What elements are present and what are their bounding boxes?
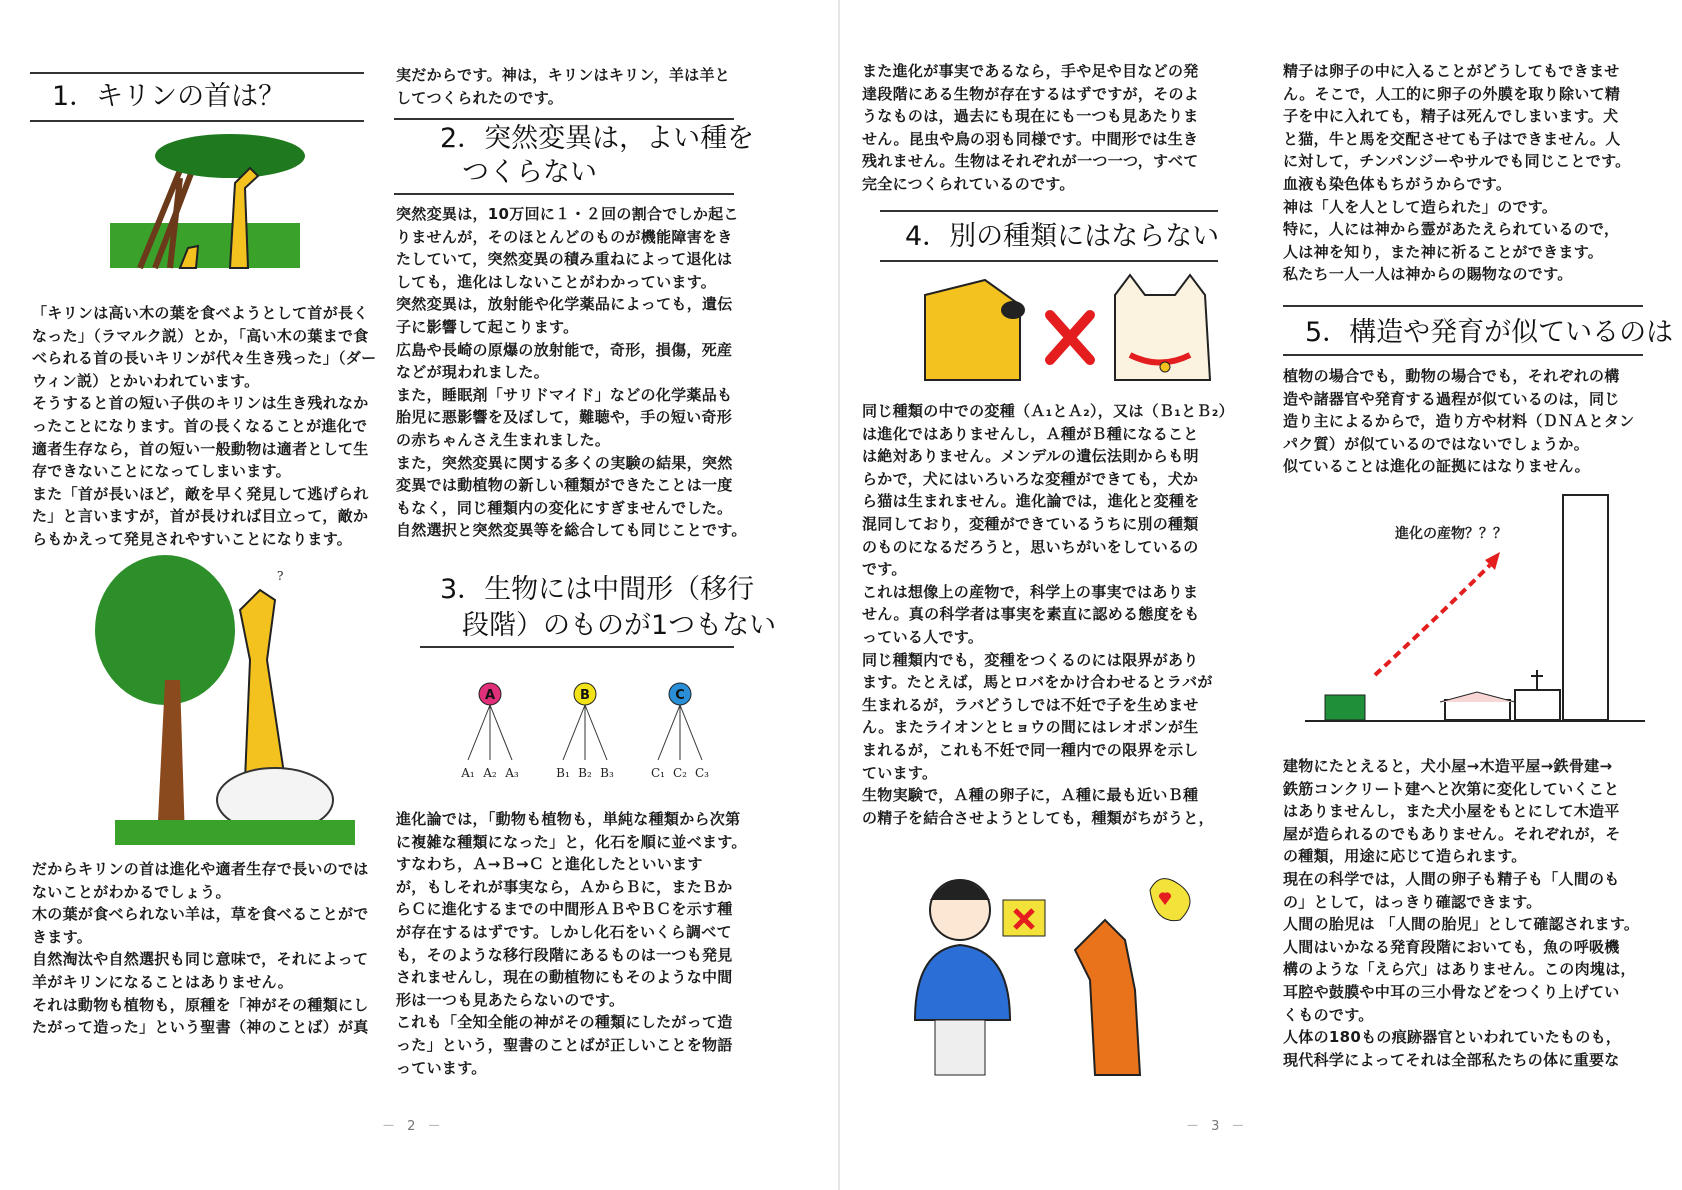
- text-line: 人は神を知り，また神に祈ることができます。: [1283, 242, 1604, 261]
- text-line: 木の葉が食べられない羊は，草を食べることがで: [32, 905, 369, 924]
- section3-paragraph: [396, 808, 747, 1079]
- text-line: に複雑な種類になった」と，化石を順に並べます。: [396, 832, 747, 851]
- text-line: もなく，同じ種類内の変化にすぎませんでした。: [396, 498, 733, 517]
- text-line: 広島や長崎の原爆の放射能で，奇形，損傷，死産: [396, 340, 733, 359]
- heading-rule: [1283, 305, 1643, 307]
- text-line: の種類，用途に応じて造られます。: [1283, 847, 1527, 866]
- text-line: ん。そこで，人工的に卵子の外膜を取り除いて精: [1283, 84, 1621, 103]
- branch-line: [563, 705, 585, 760]
- illustration-label: 進化の産物？？？: [1395, 526, 1507, 542]
- text-line: また，突然変異に関する多くの実験の結果，突然: [396, 453, 733, 472]
- text-line: 神は「人を人として造られた」のです。: [1283, 197, 1558, 216]
- text-line: ら猫は生まれません。進化論では，進化と変種を: [862, 492, 1200, 511]
- text-line: ったことになります。首の長くなることが進化で: [32, 416, 368, 435]
- text-line: 造や諸器官や発育する過程が似ているのは，同じ: [1283, 389, 1620, 408]
- text-line: すなわち，Ａ→Ｂ→Ｃ と進化したといいます: [396, 855, 703, 874]
- giraffe-eating-tree-illustration: [110, 128, 300, 278]
- page-number-left: － 2 －: [382, 1119, 445, 1134]
- section5-paragraph-1: [1283, 365, 1634, 478]
- text-line: らＣに進化するまでの中間形ＡＢやＢＣを示す種: [396, 900, 733, 919]
- heading-rule: [420, 646, 734, 648]
- text-line: なった」（ラマルク説）とか，「高い木の葉まで食: [32, 326, 369, 345]
- text-line: った」という，聖書のことばが正しいことを物語: [396, 1035, 733, 1054]
- variant-label: B₁: [556, 766, 570, 780]
- text-line: だからキリンの首は進化や適者生存で長いのでは: [32, 860, 369, 878]
- species-node-label: B: [580, 688, 590, 703]
- text-line: 混同しており，変種ができているうちに別の種類: [862, 514, 1199, 533]
- section3-heading-line1: 3．生物には中間形（移行: [440, 574, 755, 605]
- text-line: これは想像上の産物で，科学上の事実ではありま: [862, 582, 1199, 601]
- text-line: 存できないことになってしまいます。: [32, 462, 291, 481]
- text-line: 植物の場合でも，動物の場合でも，それぞれの構: [1283, 367, 1620, 385]
- column4-top-text: [1283, 60, 1630, 286]
- text-line: まれるが，これも不妊で同一種内での限界を示し: [862, 740, 1199, 759]
- section5-paragraph-2: [1283, 755, 1639, 1071]
- variant-label: A₂: [483, 766, 497, 780]
- text-line: が，もしそれが事実なら，ＡからＢに，またＢか: [396, 877, 733, 896]
- heading-rule: [880, 210, 1218, 212]
- text-line: などが現われました。: [396, 363, 550, 382]
- text-line: せん。真の科学者は事実を素直に認める態度をも: [862, 605, 1200, 624]
- text-line: 形は一つも見あたらないのです。: [396, 990, 625, 1009]
- text-line: らかで，犬にはいろいろな変種ができても，犬か: [862, 469, 1199, 488]
- text-line: してつくられたのです。: [396, 88, 564, 107]
- text-line: 人間の胎児は 「人間の胎児」として確認されます。: [1283, 915, 1640, 934]
- section5-heading: 5．構造や発育が似ているのは: [1305, 317, 1674, 348]
- text-line: 羊がキリンになることはありません。: [32, 972, 294, 991]
- text-line: 突然変異は，10万回に１・２回の割合でしか起こ: [396, 205, 739, 223]
- species-node-label: A: [484, 688, 496, 703]
- text-line: ています。: [862, 763, 938, 782]
- text-line: りませんが，そのほとんどのものが機能障害をき: [396, 227, 733, 246]
- text-line: 完全につくられているのです。: [862, 174, 1075, 193]
- text-line: 屋が造られるのでもありません。それぞれが，そ: [1283, 824, 1621, 843]
- variant-label: C₁: [651, 766, 665, 780]
- text-line: ます。たとえば，馬とロバをかけ合わせるとラバが: [862, 673, 1213, 692]
- text-line: うなものは，過去にも現在にも一つも見あたりま: [862, 107, 1199, 126]
- species-node-label: C: [675, 688, 685, 703]
- text-line: 人間はいかなる発育段階においても，魚の呼吸機: [1283, 937, 1620, 956]
- text-line: も，そのような移行段階にあるものは一つも発見: [396, 945, 733, 964]
- text-line: は絶対ありません。メンデルの遺伝法則からも明: [862, 447, 1199, 466]
- heading-rule: [30, 120, 364, 122]
- text-line: また，睡眠剤「サリドマイド」などの化学薬品も: [396, 385, 733, 404]
- text-line: 同じ種類の中での変種（Ａ₁とＡ₂），又は（Ｂ₁とＢ₂）: [862, 402, 1234, 420]
- text-line: 子に影響して起こります。: [396, 317, 579, 336]
- text-line: パク質）が似ているのではないでしょうか。: [1283, 434, 1590, 453]
- text-line: 達段階にある生物が存在するはずですが，そのよ: [862, 84, 1200, 103]
- dog-cross-cat-illustration: [925, 275, 1225, 390]
- text-line: 変異では動植物の新しい種類ができたことは一度: [396, 476, 733, 495]
- text-line: そうすると首の短い子供のキリンは生き残れなか: [32, 394, 369, 413]
- text-line: 耳腔や鼓膜や中耳の三小骨などをつくり上げてい: [1283, 982, 1620, 1001]
- text-line: 精子は卵子の中に入ることがどうしてもできませ: [1283, 62, 1620, 80]
- text-line: また「首が長いほど，敵を早く発見して逃げられ: [32, 484, 369, 503]
- text-line: のものになるだろうと，思いちがいをしているの: [862, 537, 1199, 556]
- text-line: ウィン説）とかいわれています。: [32, 371, 260, 390]
- text-line: べられる首の長いキリンが代々生き残った」（ダー: [32, 349, 377, 368]
- variant-label: A₁: [461, 766, 475, 780]
- text-line: せん。昆虫や鳥の羽も同様です。中間形では生き: [862, 129, 1199, 148]
- variant-label: A₃: [505, 766, 519, 780]
- text-line: 適者生存なら，首の短い一般動物は適者として生: [32, 439, 369, 458]
- heading-rule: [394, 193, 734, 195]
- text-line: 人体の180もの痕跡器官といわれていたものも，: [1283, 1028, 1622, 1047]
- section1-paragraph-2: [32, 858, 369, 1039]
- variant-label: B₃: [600, 766, 614, 780]
- text-line: 胎児に悪影響を及ぼして，難聴や，手の短い奇形: [396, 408, 733, 427]
- text-line: しても，進化はしないことがわかっています。: [396, 272, 717, 291]
- text-line: 鉄筋コンクリート建へと次第に変化していくこと: [1283, 779, 1620, 798]
- text-line: 残れません。生物はそれぞれが一つ一つ，すべて: [862, 152, 1199, 171]
- section1-heading: 1．キリンの首は？: [52, 81, 286, 112]
- text-line: 同じ種類内でも，変種をつくるのには限界があり: [862, 650, 1199, 669]
- branch-line: [658, 705, 680, 760]
- text-line: 生まれるが，ラバどうしでは不妊で子を生めませ: [862, 695, 1199, 714]
- text-line: っている人です。: [862, 627, 984, 646]
- text-line: くものです。: [1283, 1005, 1374, 1024]
- branch-line: [468, 705, 490, 760]
- text-line: ん。またライオンとヒョウの間にはレオポンが生: [862, 718, 1199, 737]
- text-line: らもかえって発見されやすいことになります。: [32, 529, 353, 548]
- text-line: ないことがわかるでしょう。: [32, 882, 231, 901]
- text-line: たがって造った」という聖書（神のことば）が真: [32, 1018, 369, 1037]
- section3-heading-line2: 段階）のものが1つもない: [462, 610, 777, 641]
- text-line: 自然選択と突然変異等を総合しても同じことです。: [396, 521, 747, 540]
- variant-label: C₃: [695, 766, 709, 780]
- variant-label: C₂: [673, 766, 687, 780]
- text-line: はありませんし，また犬小屋をもとにして木造平: [1283, 802, 1620, 821]
- text-line: の」として，はっきり確認できます。: [1283, 892, 1542, 911]
- branch-line: [490, 705, 512, 760]
- section2-heading-line2: つくらない: [462, 157, 597, 188]
- text-line: 似ていることは進化の証拠にはなりません。: [1283, 457, 1590, 476]
- text-line: 特に，人には神から霊があたえられているので，: [1283, 220, 1620, 239]
- text-line: たしていて，突然変異の積み重ねによって退化は: [396, 250, 733, 269]
- text-line: た」と言いますが，首が長ければ目立って，敵か: [32, 507, 369, 526]
- column2-top-text: [396, 64, 730, 109]
- heading-rule: [394, 118, 734, 120]
- text-line: 建物にたとえると，犬小屋→木造平屋→鉄骨建→: [1283, 757, 1613, 775]
- text-line: 実だからです。神は，キリンはキリン，羊は羊と: [396, 66, 731, 84]
- text-line: の赤ちゃんさえ生まれました。: [396, 430, 611, 449]
- buildings-evolution-illustration: [1305, 490, 1645, 740]
- text-line: と猫，牛と馬を交配させても子はできません。人: [1283, 129, 1621, 148]
- variant-label: B₂: [578, 766, 592, 780]
- column3-top-text: [862, 60, 1199, 196]
- text-line: きます。: [32, 927, 93, 946]
- text-line: 「キリンは高い木の葉を食べようとして首が長く: [32, 304, 369, 322]
- text-line: それは動物も植物も，原種を「神がその種類にし: [32, 995, 369, 1014]
- branch-line: [680, 705, 702, 760]
- text-line: 突然変異は，放射能や化学薬品によっても，遺伝: [396, 295, 733, 314]
- page-fold: [838, 0, 840, 1190]
- question-mark: ?: [277, 569, 284, 583]
- page-number-right: － 3 －: [1186, 1119, 1249, 1134]
- text-line: は進化ではありませんし，Ａ種がＢ種になること: [862, 424, 1199, 443]
- text-line: 構のような「えら穴」はありません。この肉塊は，: [1283, 960, 1636, 979]
- section2-paragraph: [396, 203, 747, 542]
- section1-paragraph-1: [32, 302, 376, 551]
- text-line: これも「全知全能の神がその種類にしたがって造: [396, 1013, 733, 1032]
- text-line: されませんし，現在の動植物にもそのような中間: [396, 968, 733, 987]
- text-line: また進化が事実であるなら，手や足や目などの発: [862, 62, 1199, 80]
- text-line: っています。: [396, 1058, 487, 1077]
- text-line: 自然淘汰や自然選択も同じ意味で，それによって: [32, 950, 369, 969]
- text-line: 生物実験で，Ａ種の卵子に，Ａ種に最も近いＢ種: [862, 786, 1199, 805]
- text-line: 現代科学によってそれは全部私たちの体に重要な: [1283, 1050, 1620, 1069]
- giraffe-and-sheep-illustration: [95, 550, 365, 850]
- text-line: の精子を結合させようとしても，種類がちがうと，: [862, 808, 1214, 827]
- text-line: が存在するはずです。しかし化石をいくら調べて: [396, 922, 732, 941]
- heading-rule: [880, 260, 1218, 262]
- text-line: 子を中に入れても，精子は死んでしまいます。犬: [1283, 107, 1619, 126]
- heading-rule: [1283, 354, 1643, 356]
- section2-heading-line1: 2．突然変異は，よい種を: [440, 123, 755, 154]
- text-line: 造り主によるからで，造り方や材料（ＤＮＡとタン: [1283, 412, 1635, 431]
- text-line: 現在の科学では，人間の卵子も精子も「人間のも: [1283, 869, 1620, 888]
- text-line: です。: [862, 560, 907, 579]
- text-line: 血液も染色体もちがうからです。: [1283, 174, 1512, 193]
- text-line: 私たち一人一人は神からの賜物なのです。: [1283, 265, 1573, 284]
- section4-paragraph: [862, 400, 1234, 829]
- text-line: に対して，チンパンジーやサルでも同じことです。: [1283, 152, 1631, 171]
- branch-line: [585, 705, 607, 760]
- species-branching-diagram: [461, 680, 710, 790]
- section4-heading: 4．別の種類にはならない: [905, 221, 1220, 252]
- text-line: 進化論では，「動物も植物も，単純な種類から次第: [396, 810, 741, 828]
- man-and-monkey-illustration: [905, 860, 1205, 1080]
- heading-rule: [30, 72, 364, 74]
